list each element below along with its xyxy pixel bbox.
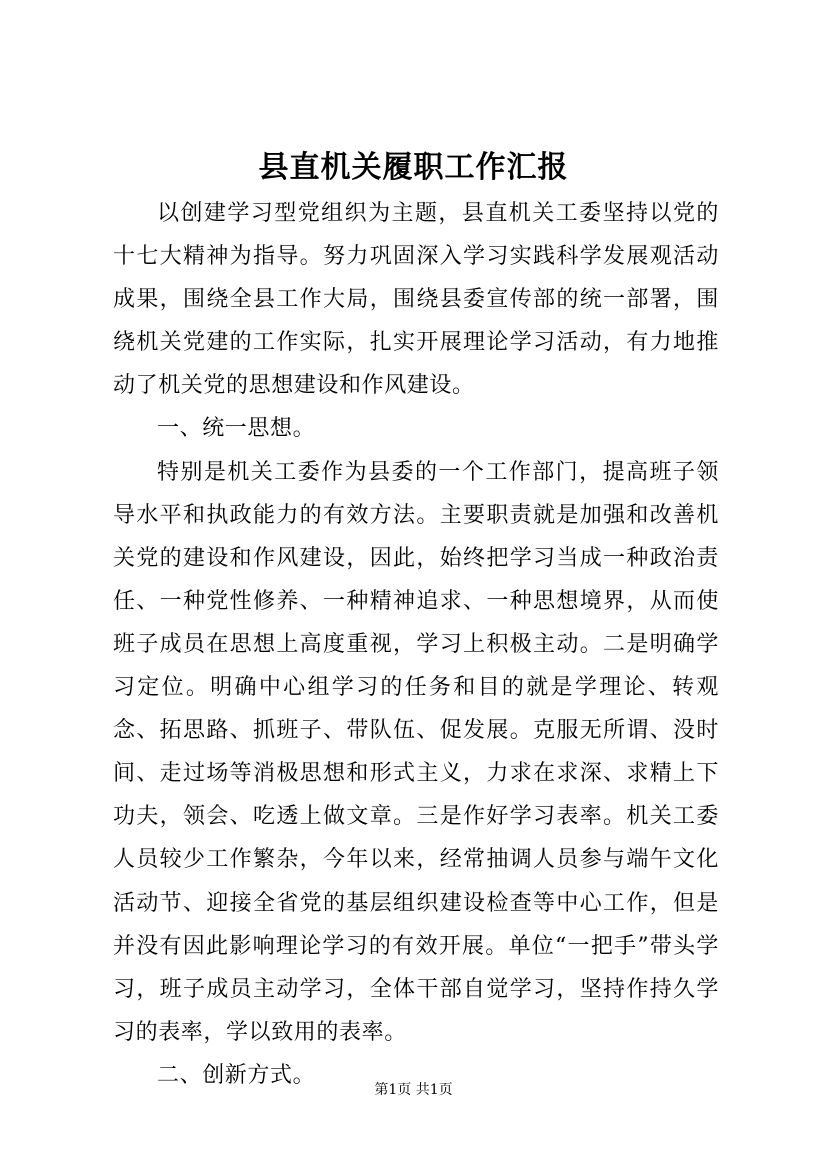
page-footer: 第1页 共1页 xyxy=(374,1082,453,1098)
section-heading-2: 二、创新方式。 xyxy=(157,1062,316,1088)
section-heading-1: 一、统一思想。 xyxy=(157,416,316,442)
document-body xyxy=(113,192,719,1097)
paragraph-intro: 以创建学习型党组织为主题，县直机关工委坚持以党的十七大精神为指导。努力巩固深入学习实践科学发展观活动成果，围绕全县工作大局，围绕县委宣传部的统一部署，围绕机关党建的工作实际，扎实开展理论学习活动，有力地推动了机关党的思想建设和作风建设。 xyxy=(113,201,719,399)
paragraph-section-1: 特别是机关工委作为县委的一个工作部门，提高班子领导水平和执政能力的有效方法。主要职责就是加强和改善机关党的建设和作风建设，因此，始终把学习当成一种政治责任、一种党性修养、一种精神追求、一种思想境界，从而使班子成员在思想上高度重视，学习上积极主动。二是明确学习定位。明确中心组学习的任务和目的就是学理论、转观念、拓思路、抓班子、带队伍、促发展。克服无所谓、没时间、走过场等消极思想和形式主义，力求在求深、求精上下功夫，领会、吃透上做文章。三是作好学习表率。机关工委人员较少工作繁杂，今年以来，经常抽调人员参与端午文化活动节、迎接全省党的基层组织建设检查等中心工作，但是并没有因此影响理论学习的有效开展。单位“一把手”带头学习，班子成员主动学习，全体干部自觉学习，坚持作持久学习的表率，学以致用的表率。 xyxy=(113,459,719,1045)
document-title: 县直机关履职工作汇报 xyxy=(258,150,569,185)
